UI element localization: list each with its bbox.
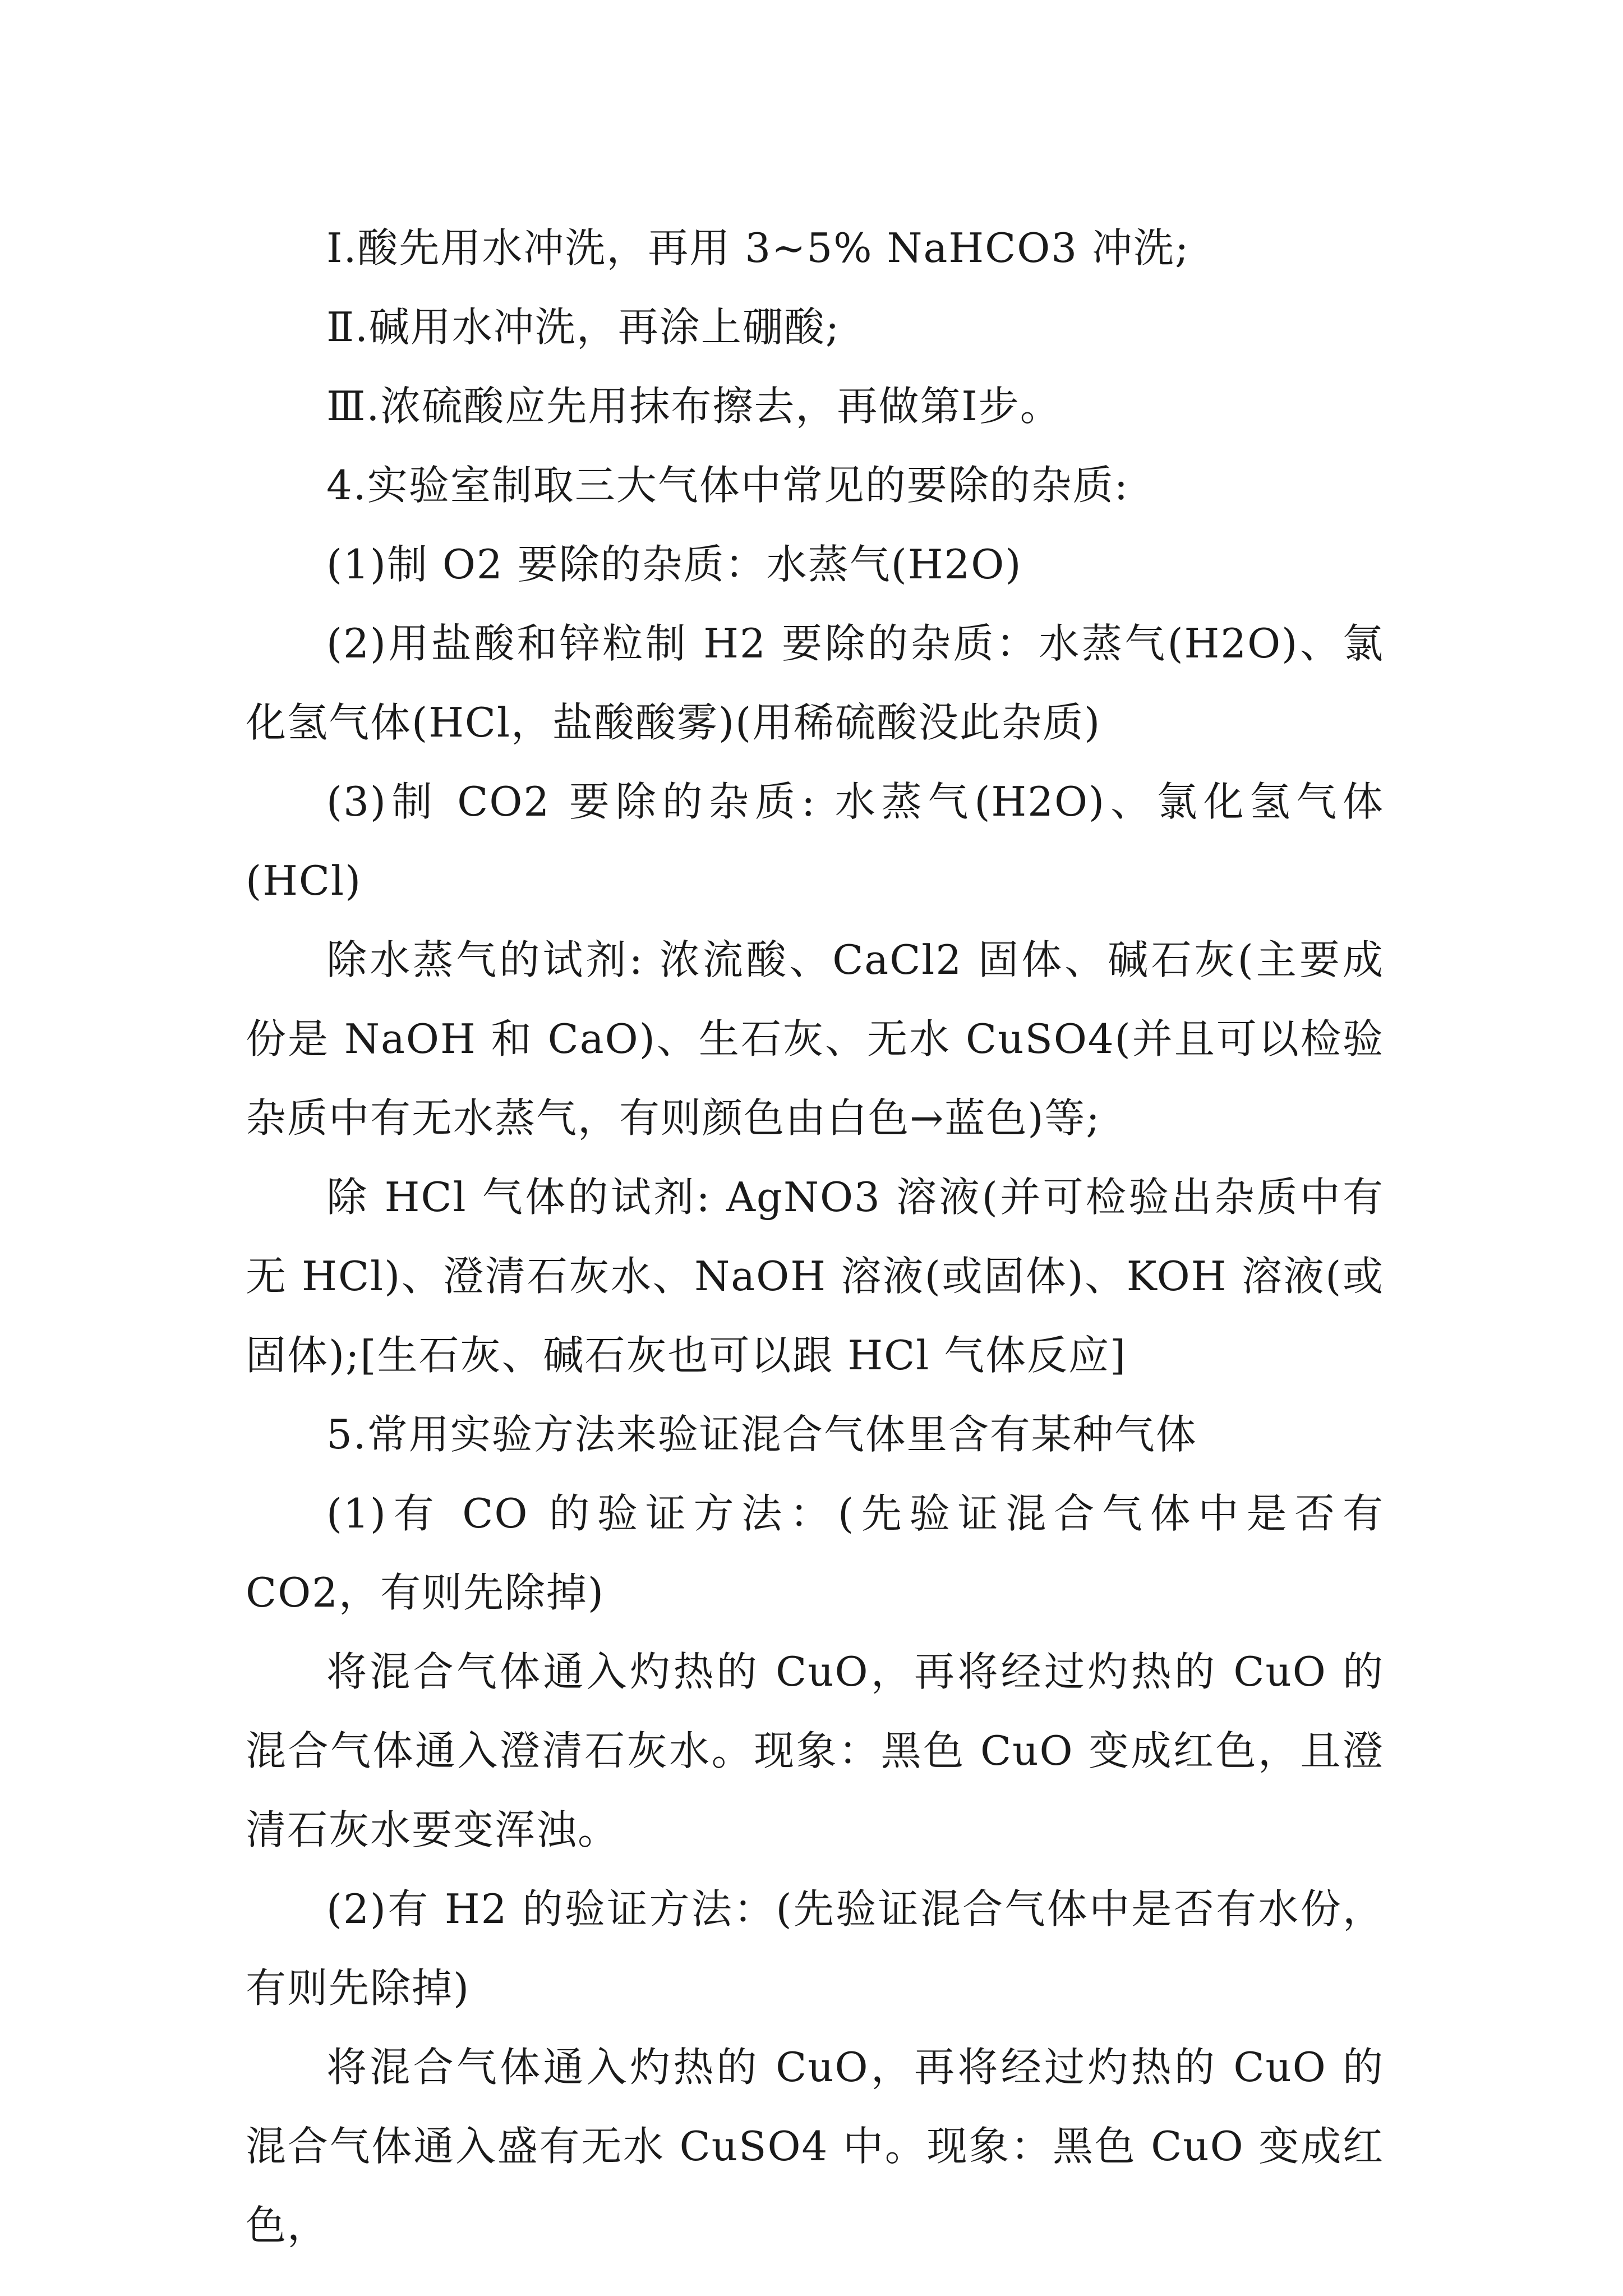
paragraph-h2-verification: (2)有 H2 的验证方法：(先验证混合气体中是否有水份，有则先除掉)	[246, 1885, 1384, 2012]
paragraph-co-verification: (1)有 CO 的验证方法：(先验证混合气体中是否有 CO2，有则先除掉)	[246, 1490, 1384, 1616]
paragraph-o2-impurities: (1)制 O2 要除的杂质：水蒸气(H2O)	[326, 541, 1022, 588]
paragraph-base-rinse: Ⅱ.碱用水冲洗，再涂上硼酸;	[326, 303, 841, 351]
paragraph-water-vapor-reagents: 除水蒸气的试剂: 浓流酸、CaCl2 固体、碱石灰(主要成份是 NaOH 和 CaO)、生石灰、无水 CuSO4(并且可以检验杂质中有无水蒸气，有则颜色由白色→蓝色)等;	[246, 936, 1384, 1142]
section-heading-impurities: 4.实验室制取三大气体中常见的要除的杂质:	[326, 462, 1129, 509]
paragraph-sulfuric-acid: Ⅲ.浓硫酸应先用抹布擦去，再做第Ⅰ步。	[326, 383, 1062, 430]
paragraph-h2-procedure: 将混合气体通入灼热的 CuO，再将经过灼热的 CuO 的混合气体通入盛有无水 CuSO4 中。现象：黑色 CuO 变成红色，	[246, 2044, 1384, 2249]
paragraph-co2-impurities: (3)制 CO2 要除的杂质: 水蒸气(H2O)、氯化氢气体(HCl)	[246, 778, 1384, 904]
paragraph-h2-impurities: (2)用盐酸和锌粒制 H2 要除的杂质：水蒸气(H2O)、氯化氢气体(HCl，盐酸酸雾)(用稀硫酸没此杂质)	[246, 620, 1384, 746]
paragraph-hcl-reagents: 除 HCl 气体的试剂: AgNO3 溶液(并可检验出杂质中有无 HCl)、澄清石灰水、NaOH 溶液(或固体)、KOH 溶液(或固体);[生石灰、碱石灰也可以跟 HCl 气体反应]	[246, 1174, 1384, 1379]
section-heading-verification: 5.常用实验方法来验证混合气体里含有某种气体	[326, 1411, 1197, 1458]
paragraph-co-procedure: 将混合气体通入灼热的 CuO，再将经过灼热的 CuO 的混合气体通入澄清石灰水。现象：黑色 CuO 变成红色，且澄清石灰水要变浑浊。	[246, 1648, 1384, 1853]
document-body	[246, 209, 1384, 2265]
paragraph-acid-rinse: Ⅰ.酸先用水冲洗，再用 3~5% NaHCO3 冲洗;	[326, 224, 1190, 272]
